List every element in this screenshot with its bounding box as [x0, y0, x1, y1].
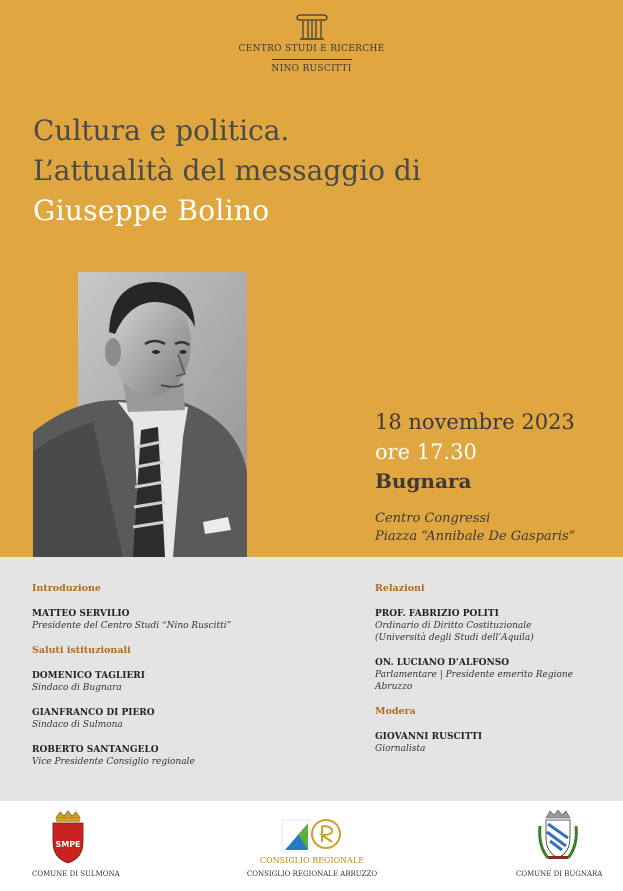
section-heading-talks: Relazioni [375, 583, 425, 594]
event-address: Piazza “Annibale De Gasparis” [375, 529, 576, 544]
speaker-role-cont: Abruzzo [375, 682, 413, 692]
event-time: ore 17.30 [375, 440, 477, 464]
title-line-1: Cultura e politica. [33, 114, 290, 147]
speaker-entry [375, 608, 605, 644]
speaker-role: Parlamentare | Presidente emerito Regione [375, 670, 573, 680]
logo-label-bugnara: COMUNE DI BUGNARA [516, 870, 603, 878]
speaker-name: DOMENICO TAGLIERI [32, 671, 146, 681]
regione-abruzzo-logo-icon [280, 810, 344, 854]
org-subname: NINO RUSCITTI [271, 64, 352, 74]
speaker-role: Ordinario di Diritto Costituzionale [375, 621, 532, 631]
speaker-name: ROBERTO SANTANGELO [32, 745, 159, 755]
speaker-affiliation: (Università degli Studi dell’Aquila) [375, 633, 534, 643]
event-place: Bugnara [375, 469, 472, 493]
logo-label-consiglio: CONSIGLIO REGIONALE ABRUZZO [246, 870, 378, 878]
org-divider [272, 59, 352, 60]
title-line-3: Giuseppe Bolino [33, 194, 270, 227]
speaker-role: Sindaco di Bugnara [32, 683, 122, 693]
crest-lettering: SMPE [55, 840, 81, 849]
title-line-2: L’attualità del messaggio di [33, 154, 421, 187]
speaker-name: GIANFRANCO DI PIERO [32, 708, 155, 718]
speaker-role: Presidente del Centro Studi “Nino Ruscitti” [32, 621, 232, 631]
event-date: 18 novembre 2023 [375, 410, 575, 434]
logo-label-consiglio-gold: CONSIGLIO REGIONALE [259, 856, 365, 865]
portrait-photo [33, 272, 247, 557]
speaker-role: Sindaco di Sulmona [32, 720, 123, 730]
section-heading-moderator: Modera [375, 706, 416, 717]
speaker-name: ON. LUCIANO D’ALFONSO [375, 658, 510, 668]
speaker-entry [375, 731, 605, 755]
section-heading-intro: Introduzione [32, 583, 101, 594]
speaker-name: PROF. FABRIZIO POLITI [375, 609, 499, 619]
speaker-role: Vice Presidente Consiglio regionale [32, 757, 195, 767]
speaker-role: Giornalista [375, 744, 426, 754]
program-left-column [32, 583, 332, 781]
sulmona-crest-icon [50, 810, 86, 864]
bugnara-crest-icon [536, 808, 580, 864]
section-heading-greetings: Saluti istituzionali [32, 645, 131, 656]
speaker-entry [32, 670, 332, 694]
speaker-entry [32, 608, 332, 632]
speaker-entry [32, 744, 332, 768]
speaker-name: GIOVANNI RUSCITTI [375, 732, 483, 742]
speaker-name: MATTEO SERVILIO [32, 609, 130, 619]
pillar-icon [294, 14, 330, 42]
org-name: CENTRO STUDI E RICERCHE [238, 44, 385, 54]
program-right-column [375, 583, 605, 768]
speaker-entry [375, 657, 605, 693]
event-venue: Centro Congressi [375, 511, 491, 526]
logo-label-sulmona: COMUNE DI SULMONA [32, 870, 120, 878]
speaker-entry [32, 707, 332, 731]
